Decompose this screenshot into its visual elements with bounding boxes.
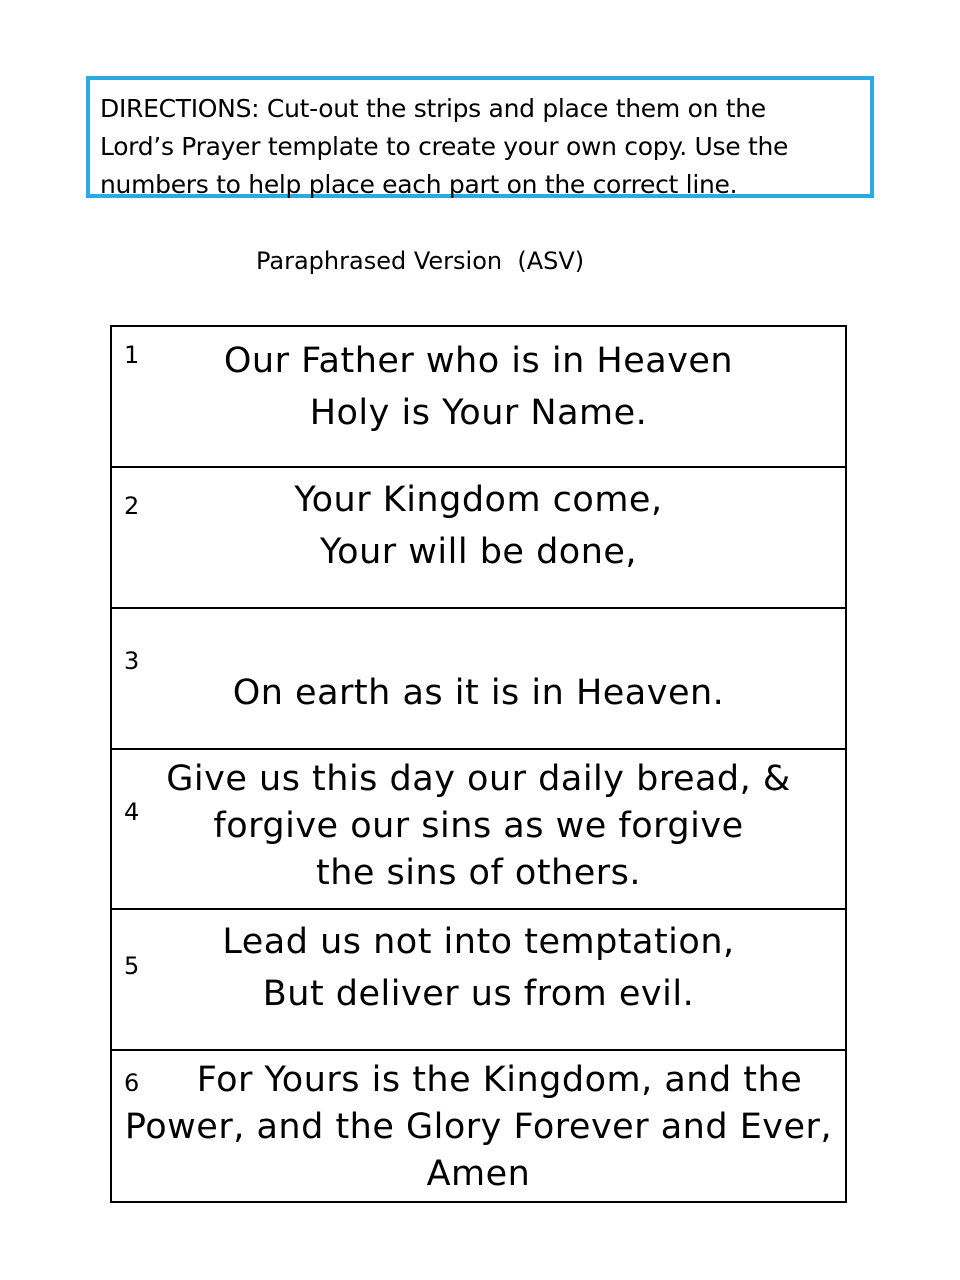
strip-text-line: Power, and the Glory Forever and Ever,: [124, 1107, 833, 1147]
strip-text-line: the sins of others.: [315, 853, 642, 893]
strip-text-line: Our Father who is in Heaven: [223, 341, 734, 381]
strip-text: [112, 756, 845, 897]
prayer-strip-4: [112, 750, 845, 910]
prayer-strips-table: [110, 325, 847, 1203]
strip-text-line: Your will be done,: [319, 532, 638, 572]
prayer-strip-1: [112, 327, 845, 468]
strip-number: 4: [124, 798, 140, 826]
strip-number: 6: [124, 1069, 140, 1097]
strip-text-line: For Yours is the Kingdom, and the: [196, 1060, 803, 1100]
version-label: Paraphrased Version (ASV): [256, 247, 585, 275]
strip-text: [112, 1057, 845, 1198]
strip-number: 2: [124, 492, 140, 520]
strip-number: 1: [124, 341, 140, 369]
prayer-strip-3: [112, 609, 845, 750]
strip-text: [112, 667, 845, 719]
strip-text-line: Lead us not into temptation,: [222, 922, 735, 962]
prayer-strip-2: [112, 468, 845, 609]
strip-text: [112, 335, 845, 439]
strip-text-line: But deliver us from evil.: [262, 974, 695, 1014]
strip-text-line: Holy is Your Name.: [309, 393, 648, 433]
strip-text-line: On earth as it is in Heaven.: [232, 673, 725, 713]
strip-text: [112, 916, 845, 1020]
directions-line: Lord’s Prayer template to create your own copy. Use the: [100, 132, 789, 161]
strip-number: 3: [124, 647, 140, 675]
strip-text: [112, 474, 845, 578]
strip-number: 5: [124, 952, 140, 980]
prayer-strip-6: [112, 1051, 845, 1201]
strip-text-line: Give us this day our daily bread, &: [166, 759, 791, 799]
strip-text-line: forgive our sins as we forgive: [213, 806, 744, 846]
directions-line: numbers to help place each part on the correct line.: [100, 170, 738, 199]
directions-box: [86, 76, 874, 198]
prayer-strip-5: [112, 910, 845, 1051]
strip-text-line: Your Kingdom come,: [294, 480, 663, 520]
directions-line: DIRECTIONS: Cut-out the strips and place them on the: [100, 94, 766, 123]
strip-text-line: Amen: [426, 1154, 531, 1194]
